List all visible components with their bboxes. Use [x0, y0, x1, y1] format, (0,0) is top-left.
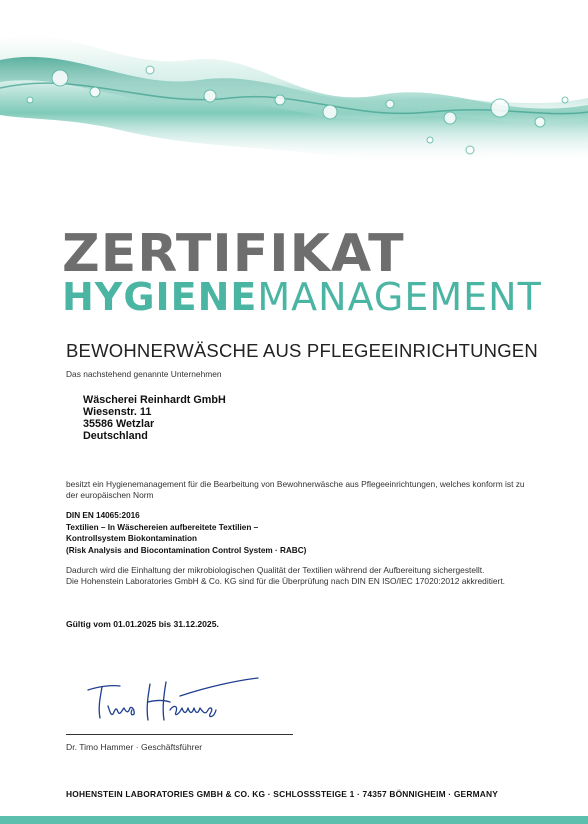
scope-heading: BEWOHNERWÄSCHE AUS PFLEGEEINRICHTUNGEN — [66, 340, 538, 361]
norm-title: Textilien – In Wäschereien aufbereitete Textilien – — [66, 522, 259, 532]
signature-line — [66, 734, 293, 735]
norm-block — [66, 510, 306, 556]
water-wave-header-graphic — [0, 0, 588, 190]
norm-intro-text: besitzt ein Hygienemanagement für die Bearbeitung von Bewohnerwäsche aus Pflegeeinrichtungen, welches konform ist zu der europäischen Norm — [66, 479, 525, 500]
handwritten-signature — [80, 672, 270, 732]
certificate-subtitle-hygiene-management — [62, 276, 542, 318]
bottom-accent-bar — [0, 816, 588, 824]
validity-period: Gültig vom 01.01.2025 bis 31.12.2025. — [66, 619, 219, 629]
title-management-part: MANAGEMENT — [257, 275, 542, 319]
title-hygiene-part: HYGIENE — [62, 275, 258, 319]
certificate-title: ZERTIFIKAT — [62, 224, 405, 284]
company-country: Deutschland — [83, 430, 148, 442]
signer-name: Dr. Timo Hammer · Geschäftsführer — [66, 742, 203, 752]
norm-subtitle: Kontrollsystem Biokontamination — [66, 534, 198, 543]
issuer-footer: HOHENSTEIN LABORATORIES GMBH & CO. KG · SCHLOSSSTEIGE 1 · 74357 BÖNNIGHEIM · GERMANY — [66, 789, 499, 799]
norm-rabc: (Risk Analysis and Biocontamination Control System · RABC) — [66, 545, 307, 555]
description-text — [66, 565, 536, 587]
company-street: Wiesenstr. 11 — [83, 406, 152, 418]
company-city: 35586 Wetzlar — [83, 418, 155, 430]
intro-text: Das nachstehend genannte Unternehmen — [66, 369, 222, 379]
company-address-block — [83, 394, 226, 442]
description-line-2: Die Hohenstein Laboratories GmbH & Co. KG sind für die Überprüfung nach DIN EN ISO/IEC 17020:2012 akkreditiert. — [66, 576, 505, 586]
norm-number: DIN EN 14065:2016 — [66, 511, 140, 520]
company-name: Wäscherei Reinhardt GmbH — [83, 394, 226, 406]
description-line-1: Dadurch wird die Einhaltung der mikrobiologischen Qualität der Textilien während der Aufbereitung sichergestellt. — [66, 565, 485, 575]
